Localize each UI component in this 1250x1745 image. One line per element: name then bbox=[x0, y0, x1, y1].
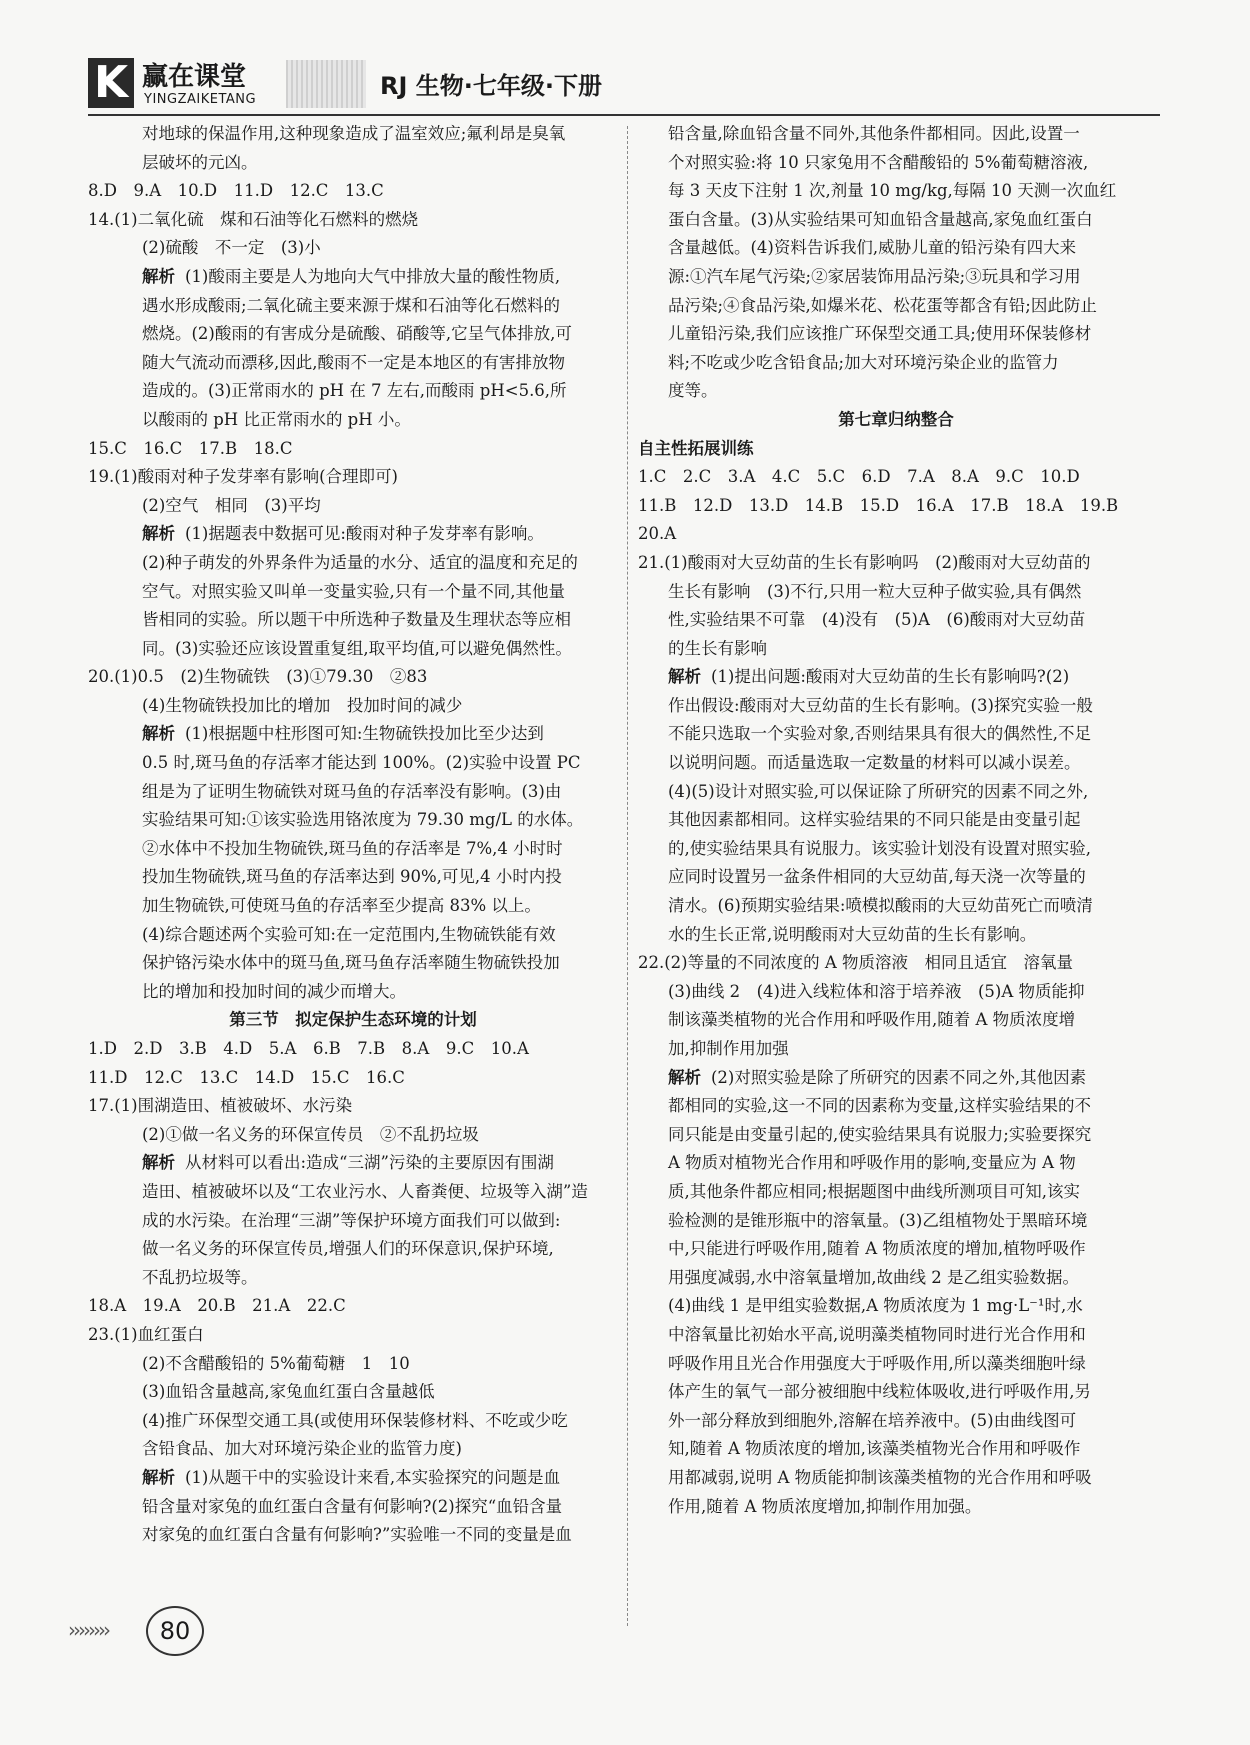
line-text: 1.C 2.C 3.A 4.C 5.C 6.D 7.A 8.A 9.C 10.D bbox=[638, 467, 1080, 487]
line-text: ②水体中不投加生物硫铁,斑马鱼的存活率是 7%,4 小时时 bbox=[142, 838, 563, 858]
analysis-label: 解析 bbox=[668, 1067, 701, 1087]
text-line bbox=[638, 320, 1154, 349]
line-text: 23.(1)血红蛋白 bbox=[88, 1324, 204, 1344]
text-line bbox=[88, 863, 618, 892]
line-text: (2)不含醋酸铅的 5%葡萄糖 1 10 bbox=[142, 1353, 410, 1373]
text-line bbox=[638, 1292, 1154, 1321]
text-line bbox=[638, 949, 1154, 978]
text-line bbox=[88, 520, 618, 549]
analysis-label: 解析 bbox=[142, 724, 175, 744]
text-line bbox=[88, 720, 618, 749]
line-text: 度等。 bbox=[668, 381, 718, 401]
line-text: 对地球的保温作用,这种现象造成了温室效应;氟利昂是臭氧 bbox=[142, 124, 566, 143]
text-line bbox=[88, 435, 618, 464]
text-line bbox=[638, 1092, 1154, 1121]
line-text: 随大气流动而漂移,因此,酸雨不一定是本地区的有害排放物 bbox=[142, 352, 565, 372]
line-text: 19.(1)酸雨对种子发芽率有影响(合理即可) bbox=[88, 467, 398, 487]
text-line bbox=[638, 720, 1154, 749]
line-text: 15.C 16.C 17.B 18.C bbox=[88, 438, 293, 458]
line-text: 1.D 2.D 3.B 4.D 5.A 6.B 7.B 8.A 9.C 10.A bbox=[88, 1039, 529, 1058]
line-text: 体产生的氧气一部分被细胞中线粒体吸收,进行呼吸作用,另 bbox=[668, 1382, 1091, 1402]
line-text: 都相同的实验,这一不同的因素称为变量,这样实验结果的不 bbox=[668, 1096, 1091, 1116]
line-text: (2)硫酸 不一定 (3)小 bbox=[142, 238, 321, 258]
line-text: 层破坏的元凶。 bbox=[142, 152, 258, 172]
line-text: 成的水污染。在治理“三湖”等保护环境方面我们可以做到: bbox=[142, 1210, 561, 1230]
text-line bbox=[638, 1178, 1154, 1207]
text-line bbox=[88, 692, 618, 721]
line-text: 加,抑制作用加强 bbox=[668, 1039, 789, 1058]
text-line bbox=[638, 1378, 1154, 1407]
text-line bbox=[88, 292, 618, 321]
text-line bbox=[638, 1064, 1154, 1093]
text-line bbox=[638, 206, 1154, 235]
text-line bbox=[638, 578, 1154, 607]
line-text: 应同时设置另一盆条件相同的大豆幼苗,每天浇一次等量的 bbox=[668, 867, 1086, 887]
text-line bbox=[638, 463, 1154, 492]
text-line bbox=[88, 1521, 618, 1550]
line-text: (3)血铅含量越高,家兔血红蛋白含量越低 bbox=[142, 1382, 435, 1402]
text-line bbox=[88, 406, 618, 435]
text-line bbox=[638, 149, 1154, 178]
brand-subtitle: YINGZAIKETANG bbox=[144, 92, 257, 107]
line-text: 保护铬污染水体中的斑马鱼,斑马鱼存活率随生物硫铁投加 bbox=[142, 953, 560, 973]
line-text: A 物质对植物光合作用和呼吸作用的影响,变量应为 A 物 bbox=[668, 1153, 1076, 1173]
text-line bbox=[88, 1435, 618, 1464]
text-line bbox=[88, 1493, 618, 1522]
line-text: 11.B 12.D 13.D 14.B 15.D 16.A 17.B 18.A 19.B bbox=[638, 495, 1119, 515]
line-text: 22.(2)等量的不同浓度的 A 物质溶液 相同且适宜 溶氧量 bbox=[638, 953, 1074, 973]
line-text: 源:①汽车尾气污染;②家居装饰用品污染;③玩具和学习用 bbox=[668, 266, 1081, 286]
text-line bbox=[638, 1493, 1154, 1522]
line-text: 17.(1)围湖造田、植被破坏、水污染 bbox=[88, 1096, 353, 1116]
text-line bbox=[638, 292, 1154, 321]
left-column bbox=[88, 120, 618, 1550]
line-text: 作用,随着 A 物质浓度增加,抑制作用加强。 bbox=[668, 1496, 982, 1516]
text-line bbox=[88, 1149, 618, 1178]
line-text: 0.5 时,斑马鱼的存活率才能达到 100%。(2)实验中设置 PC bbox=[142, 753, 581, 773]
text-line bbox=[88, 921, 618, 950]
line-text: 组是为了证明生物硫铁对斑马鱼的存活率没有影响。(3)由 bbox=[142, 781, 562, 801]
text-line bbox=[638, 263, 1154, 292]
line-text: 对家兔的血红蛋白含量有何影响?”实验唯一不同的变量是血 bbox=[142, 1525, 572, 1545]
text-line bbox=[88, 778, 618, 807]
line-text: 造成的。(3)正常雨水的 pH 在 7 左右,而酸雨 pH<5.6,所 bbox=[142, 381, 567, 401]
text-line bbox=[638, 1407, 1154, 1436]
text-line bbox=[638, 549, 1154, 578]
text-line bbox=[88, 349, 618, 378]
line-text: 铅含量,除血铅含量不同外,其他条件都相同。因此,设置一 bbox=[668, 124, 1080, 143]
text-line bbox=[638, 863, 1154, 892]
page-number-block bbox=[68, 1606, 218, 1656]
text-line bbox=[88, 978, 618, 1007]
line-text: 的生长有影响 bbox=[668, 638, 767, 658]
line-text: 用强度减弱,水中溶氧量增加,故曲线 2 是乙组实验数据。 bbox=[668, 1267, 1079, 1287]
analysis-label: 解析 bbox=[668, 667, 701, 687]
text-line bbox=[88, 1035, 618, 1064]
text-line bbox=[88, 234, 618, 263]
page-number: 80 bbox=[146, 1606, 204, 1656]
line-text: 遇水形成酸雨;二氧化硫主要来源于煤和石油等化石燃料的 bbox=[142, 295, 561, 315]
line-text: (4)(5)设计对照实验,可以保证除了所研究的因素不同之外, bbox=[668, 781, 1089, 801]
text-line bbox=[638, 1207, 1154, 1236]
line-text: (4)生物硫铁投加比的增加 投加时间的减少 bbox=[142, 695, 463, 715]
brand-title: 赢在课堂 bbox=[142, 62, 247, 92]
line-text: 蛋白含量。(3)从实验结果可知血铅含量越高,家兔血红蛋白 bbox=[668, 209, 1093, 229]
text-line bbox=[88, 949, 618, 978]
line-text: 中溶氧量比初始水平高,说明藻类植物同时进行光合作用和 bbox=[668, 1324, 1086, 1344]
text-line bbox=[638, 978, 1154, 1007]
text-line bbox=[88, 377, 618, 406]
line-text: 20.(1)0.5 (2)生物硫铁 (3)①79.30 ②83 bbox=[88, 667, 428, 687]
line-text: (4)推广环保型交通工具(或使用环保装修材料、不吃或少吃 bbox=[142, 1410, 568, 1430]
line-text: 外一部分释放到细胞外,溶解在培养液中。(5)由曲线图可 bbox=[668, 1410, 1077, 1430]
line-text: 儿童铅污染,我们应该推广环保型交通工具;使用环保装修材 bbox=[668, 324, 1092, 344]
line-text: 自主性拓展训练 bbox=[638, 438, 754, 458]
line-text: (4)综合题述两个实验可知:在一定范围内,生物硫铁能有效 bbox=[142, 924, 556, 944]
analysis-label: 解析 bbox=[142, 266, 175, 286]
text-line bbox=[638, 606, 1154, 635]
line-text: 实验结果可知:①该实验选用铬浓度为 79.30 mg/L 的水体。 bbox=[142, 810, 584, 830]
analysis-label: 解析 bbox=[142, 1467, 175, 1487]
line-text: 以酸雨的 pH 比正常雨水的 pH 小。 bbox=[142, 409, 411, 429]
book-info: RJ 生物·七年级·下册 bbox=[380, 72, 602, 100]
text-line bbox=[638, 692, 1154, 721]
line-text: 皆相同的实验。所以题干中所选种子数量及生理状态等应相 bbox=[142, 610, 571, 630]
text-line bbox=[88, 492, 618, 521]
text-line bbox=[638, 835, 1154, 864]
text-line bbox=[88, 177, 618, 206]
line-text: 第七章归纳整合 bbox=[838, 409, 954, 429]
text-line bbox=[638, 1235, 1154, 1264]
line-text: 质,其他条件都应相同;根据题图中曲线所测项目可知,该实 bbox=[668, 1181, 1081, 1201]
line-text: 不乱扔垃圾等。 bbox=[142, 1267, 258, 1287]
text-line bbox=[638, 492, 1154, 521]
line-text: 铅含量对家兔的血红蛋白含量有何影响?(2)探究“血铅含量 bbox=[142, 1496, 563, 1516]
line-text: 每 3 天皮下注射 1 次,剂量 10 mg/kg,每隔 10 天测一次血红 bbox=[668, 181, 1117, 201]
right-column bbox=[638, 120, 1154, 1521]
analysis-label: 解析 bbox=[142, 524, 175, 544]
line-text: 制该藻类植物的光合作用和呼吸作用,随着 A 物质浓度增 bbox=[668, 1010, 1076, 1030]
text-line bbox=[88, 578, 618, 607]
line-text: (2)对照实验是除了所研究的因素不同之外,其他因素 bbox=[711, 1067, 1087, 1087]
line-text: (2)种子萌发的外界条件为适量的水分、适宜的温度和充足的 bbox=[142, 552, 578, 572]
analysis-label: 解析 bbox=[142, 1153, 175, 1173]
text-line bbox=[638, 120, 1154, 149]
text-line bbox=[88, 806, 618, 835]
text-line bbox=[88, 1092, 618, 1121]
line-text: (1)从题干中的实验设计来看,本实验探究的问题是血 bbox=[185, 1467, 561, 1487]
line-text: (2)空气 相同 (3)平均 bbox=[142, 495, 321, 515]
text-line bbox=[638, 778, 1154, 807]
line-text: (1)提出问题:酸雨对大豆幼苗的生长有影响吗?(2) bbox=[711, 667, 1070, 687]
line-text: (2)①做一名义务的环保宣传员 ②不乱扔垃圾 bbox=[142, 1124, 479, 1144]
line-text: 清水。(6)预期实验结果:喷模拟酸雨的大豆幼苗死亡而喷清 bbox=[668, 896, 1093, 916]
text-line bbox=[638, 1006, 1154, 1035]
line-text: 同。(3)实验还应该设置重复组,取平均值,可以避免偶然性。 bbox=[142, 638, 572, 658]
line-text: (4)曲线 1 是甲组实验数据,A 物质浓度为 1 mg·L⁻¹时,水 bbox=[668, 1296, 1083, 1316]
text-line bbox=[638, 1264, 1154, 1293]
text-line bbox=[88, 835, 618, 864]
text-line bbox=[88, 663, 618, 692]
section-heading bbox=[88, 1006, 618, 1035]
line-text: 21.(1)酸雨对大豆幼苗的生长有影响吗 (2)酸雨对大豆幼苗的 bbox=[638, 552, 1091, 572]
text-line bbox=[638, 1149, 1154, 1178]
text-line bbox=[88, 1350, 618, 1379]
line-text: 燃烧。(2)酸雨的有害成分是硫酸、硝酸等,它呈气体排放,可 bbox=[142, 324, 572, 344]
text-line bbox=[638, 635, 1154, 664]
line-text: 18.A 19.A 20.B 21.A 22.C bbox=[88, 1296, 346, 1316]
text-line bbox=[88, 1178, 618, 1207]
text-line bbox=[638, 1121, 1154, 1150]
line-text: 生长有影响 (3)不行,只用一粒大豆种子做实验,具有偶然 bbox=[668, 581, 1082, 601]
text-line bbox=[88, 749, 618, 778]
text-line bbox=[88, 1121, 618, 1150]
line-text: 含铅食品、加大对环境污染企业的监管力度) bbox=[142, 1439, 462, 1459]
text-line bbox=[88, 892, 618, 921]
page-header bbox=[88, 56, 1160, 116]
line-text: 14.(1)二氧化硫 煤和石油等化石燃料的燃烧 bbox=[88, 209, 419, 229]
text-line bbox=[638, 892, 1154, 921]
line-text: 第三节 拟定保护生态环境的计划 bbox=[229, 1010, 477, 1030]
header-rule bbox=[88, 114, 1160, 116]
line-text: 用都减弱,说明 A 物质能抑制该藻类植物的光合作用和呼吸 bbox=[668, 1467, 1092, 1487]
line-text: 做一名义务的环保宣传员,增强人们的环保意识,保护环境, bbox=[142, 1239, 554, 1259]
line-text: (1)酸雨主要是人为地向大气中排放大量的酸性物质, bbox=[185, 266, 561, 286]
line-text: 8.D 9.A 10.D 11.D 12.C 13.C bbox=[88, 181, 384, 201]
text-line bbox=[638, 177, 1154, 206]
text-line bbox=[638, 663, 1154, 692]
text-line bbox=[638, 1035, 1154, 1064]
text-line bbox=[638, 234, 1154, 263]
section-heading bbox=[638, 406, 1154, 435]
text-line bbox=[638, 1435, 1154, 1464]
text-line bbox=[638, 1464, 1154, 1493]
line-text: 中,只能进行呼吸作用,随着 A 物质浓度的增加,植物呼吸作 bbox=[668, 1239, 1086, 1259]
text-line bbox=[88, 606, 618, 635]
line-text: 其他因素都相同。这样实验结果的不同只能是由变量引起 bbox=[668, 810, 1081, 830]
text-line bbox=[88, 1407, 618, 1436]
text-line bbox=[88, 463, 618, 492]
line-text: 造田、植被破坏以及“工农业污水、人畜粪便、垃圾等入湖”造 bbox=[142, 1181, 588, 1201]
line-text: 作出假设:酸雨对大豆幼苗的生长有影响。(3)探究实验一般 bbox=[668, 695, 1093, 715]
header-decoration bbox=[286, 60, 366, 108]
column-divider bbox=[627, 126, 628, 1626]
line-text: 以说明问题。而适量选取一定数量的材料可以减小误差。 bbox=[668, 753, 1081, 773]
line-text: 个对照实验:将 10 只家兔用不含醋酸铅的 5%葡萄糖溶液, bbox=[668, 152, 1089, 172]
text-line bbox=[638, 520, 1154, 549]
text-line bbox=[88, 120, 618, 149]
text-line bbox=[88, 149, 618, 178]
arrows-icon: ›››››››› bbox=[68, 1618, 108, 1642]
text-line bbox=[88, 1064, 618, 1093]
text-line bbox=[88, 635, 618, 664]
line-text: 空气。对照实验又叫单一变量实验,只有一个量不同,其他量 bbox=[142, 581, 565, 601]
line-text: 性,实验结果不可靠 (4)没有 (5)A (6)酸雨对大豆幼苗 bbox=[668, 610, 1086, 630]
text-line bbox=[638, 749, 1154, 778]
text-line bbox=[88, 1264, 618, 1293]
line-text: (3)曲线 2 (4)进入线粒体和溶于培养液 (5)A 物质能抑 bbox=[668, 981, 1085, 1001]
brand-logo-icon: K bbox=[88, 58, 134, 108]
line-text: 知,随着 A 物质浓度的增加,该藻类植物光合作用和呼吸作 bbox=[668, 1439, 1081, 1459]
text-line bbox=[638, 806, 1154, 835]
text-line bbox=[88, 206, 618, 235]
line-text: 20.A bbox=[638, 524, 677, 544]
subsection-heading bbox=[638, 435, 1154, 464]
text-line bbox=[88, 1235, 618, 1264]
text-line bbox=[88, 1292, 618, 1321]
text-line bbox=[88, 1207, 618, 1236]
text-line bbox=[88, 549, 618, 578]
line-text: 投加生物硫铁,斑马鱼的存活率达到 90%,可见,4 小时内投 bbox=[142, 867, 562, 887]
text-line bbox=[88, 263, 618, 292]
line-text: 从材料可以看出:造成“三湖”污染的主要原因有围湖 bbox=[185, 1153, 554, 1173]
line-text: (1)据题表中数据可见:酸雨对种子发芽率有影响。 bbox=[185, 524, 544, 544]
line-text: 品污染;④食品污染,如爆米花、松花蛋等都含有铅;因此防止 bbox=[668, 295, 1097, 315]
text-line bbox=[88, 1464, 618, 1493]
line-text: 加生物硫铁,可使斑马鱼的存活率至少提高 83% 以上。 bbox=[142, 896, 541, 916]
text-line bbox=[638, 1350, 1154, 1379]
text-line bbox=[88, 320, 618, 349]
text-line bbox=[638, 377, 1154, 406]
text-line bbox=[638, 349, 1154, 378]
line-text: 比的增加和投加时间的减少而增大。 bbox=[142, 981, 406, 1001]
text-line bbox=[638, 921, 1154, 950]
line-text: 不能只选取一个实验对象,否则结果具有很大的偶然性,不足 bbox=[668, 724, 1091, 744]
line-text: (1)根据题中柱形图可知:生物硫铁投加比至少达到 bbox=[185, 724, 544, 744]
line-text: 同只能是由变量引起的,使实验结果具有说服力;实验要探究 bbox=[668, 1124, 1092, 1144]
line-text: 水的生长正常,说明酸雨对大豆幼苗的生长有影响。 bbox=[668, 924, 1037, 944]
line-text: 11.D 12.C 13.C 14.D 15.C 16.C bbox=[88, 1067, 405, 1087]
text-line bbox=[638, 1321, 1154, 1350]
line-text: 的,使实验结果具有说服力。该实验计划没有设置对照实验, bbox=[668, 838, 1091, 858]
line-text: 验检测的是锥形瓶中的溶氧量。(3)乙组植物处于黑暗环境 bbox=[668, 1210, 1088, 1230]
text-line bbox=[88, 1378, 618, 1407]
line-text: 料;不吃或少吃含铅食品;加大对环境污染企业的监管力 bbox=[668, 352, 1059, 372]
text-line bbox=[88, 1321, 618, 1350]
line-text: 呼吸作用且光合作用强度大于呼吸作用,所以藻类细胞叶绿 bbox=[668, 1353, 1086, 1373]
line-text: 含量越低。(4)资料告诉我们,威胁儿童的铅污染有四大来 bbox=[668, 238, 1077, 258]
